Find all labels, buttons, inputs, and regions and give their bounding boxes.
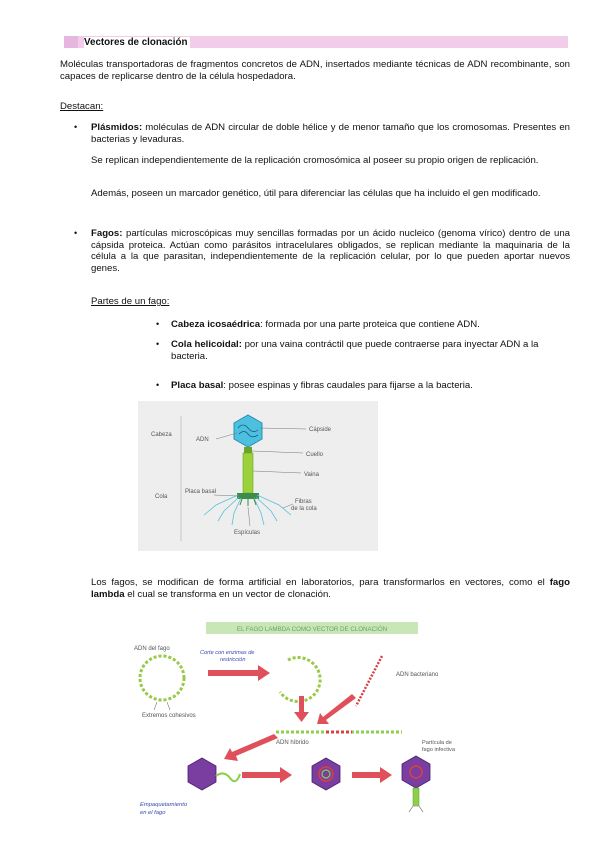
plasmidos-paragraph-2: Se replican independientemente de la replicación cromosómica al poseer su propio origen de replicación.	[91, 155, 539, 166]
label-cola: Cola	[155, 494, 168, 500]
parte-term: Cola helicoidal:	[171, 339, 242, 350]
figure-title: EL FAGO LAMBDA COMO VECTOR DE CLONACIÓN	[236, 626, 388, 633]
phage-head-icon	[312, 758, 340, 790]
plasmidos-term: Plásmidos:	[91, 122, 143, 133]
label-corte-1: Corte con enzimas de	[200, 650, 255, 656]
plasmidos-paragraph-3: Además, poseen un marcador genético, útil para diferenciar las células que ha incluido el gen modificado.	[91, 188, 541, 199]
lambda-vector-figure	[130, 616, 460, 826]
fagos-term: Fagos:	[91, 228, 123, 239]
bullet-icon: •	[74, 228, 78, 238]
label-extremos: Extremos cohesivos	[142, 713, 196, 719]
bullet-icon: •	[156, 339, 160, 349]
arrow-icon	[242, 767, 292, 783]
parte-term: Cabeza icosaédrica	[171, 319, 261, 330]
label-corte-2: restricción	[220, 657, 246, 663]
arrow-icon	[317, 694, 356, 724]
lambda-paragraph	[91, 577, 570, 600]
cut-dna-arc	[280, 658, 320, 702]
lambda-text-pre: Los fagos, se modifican de forma artificial en laboratorios, para transformarlos en vectores, como el	[91, 577, 550, 588]
bacterial-dna-strand	[356, 656, 382, 706]
bullet-icon: •	[74, 122, 78, 132]
plasmidos-text: moléculas de ADN circular de doble hélice y de menor tamaño que los cromosomas. Presentes en bacterias y levaduras.	[91, 122, 570, 145]
label-vaina: Vaina	[304, 472, 319, 478]
parte-item	[171, 319, 551, 331]
label-placa-basal: Placa basal	[185, 489, 217, 495]
label-cuello: Cuello	[306, 452, 324, 458]
label-adn-hibrido: ADN híbrido	[276, 740, 309, 746]
label-particula-2: fago infectiva	[422, 747, 455, 753]
label-adn-fago: ADN del fago	[134, 646, 170, 652]
arrow-icon	[208, 665, 270, 681]
parte-text: : formada por una parte proteica que contiene ADN.	[260, 319, 480, 330]
parte-text: por una vaina contráctil que puede contraerse para inyectar ADN a la bacteria.	[171, 339, 539, 362]
label-fibras: Fibras	[295, 499, 312, 505]
parte-term: Placa basal	[171, 380, 224, 391]
base-plate-icon	[237, 493, 259, 499]
label-fibras-cola: de la cola	[291, 506, 317, 512]
fagos-text: partículas microscópicas muy sencillas formadas por un ácido nucleico (genoma vírico) dentro de una cápsida proteica. Actúan como parásitos intracelulares obligados, se replican mediante la maquinaria de la célula a la que parasitan, independientemente de la replicación celular, por lo que pueden aportar nuevos genes.	[91, 228, 570, 274]
lambda-term: fago lambda	[91, 577, 570, 600]
label-adn: ADN	[196, 437, 209, 443]
arrow-icon	[224, 734, 278, 761]
phage-head-icon	[188, 758, 216, 790]
label-empaquetamiento-1: Empaquetamiento	[140, 802, 188, 808]
arrow-icon	[352, 767, 392, 783]
parte-item	[171, 339, 543, 362]
label-capsida: Cápside	[309, 427, 332, 433]
destacan-label: Destacan:	[60, 101, 104, 112]
plasmidos-paragraph	[91, 122, 570, 145]
label-particula-1: Partícula de	[422, 740, 452, 746]
intro-paragraph: Moléculas transportadoras de fragmentos concretos de ADN, insertados mediante técnicas de ADN recombinante, son capaces de replicarse dentro de la célula hospedadora.	[60, 59, 570, 82]
phage-structure-figure	[138, 401, 378, 551]
bullet-icon: •	[156, 380, 160, 390]
label-adn-bacteriano: ADN bacteriano	[396, 672, 439, 678]
section-header-marker	[64, 36, 78, 48]
partes-label: Partes de un fago:	[91, 296, 170, 307]
tail-sheath-icon	[243, 453, 253, 493]
label-cabeza: Cabeza	[151, 432, 172, 438]
bullet-icon: •	[156, 319, 160, 329]
label-empaquetamiento-2: en el fago	[140, 810, 166, 816]
parte-item	[171, 380, 561, 392]
parte-text: : posee espinas y fibras caudales para fijarse a la bacteria.	[223, 380, 473, 391]
lambda-text-post: el cual se transforma en un vector de clonación.	[124, 588, 331, 600]
label-espiculas: Espículas	[234, 530, 261, 536]
fagos-paragraph	[91, 228, 570, 274]
section-title: Vectores de clonación	[84, 37, 190, 48]
infective-phage-icon	[402, 756, 430, 788]
